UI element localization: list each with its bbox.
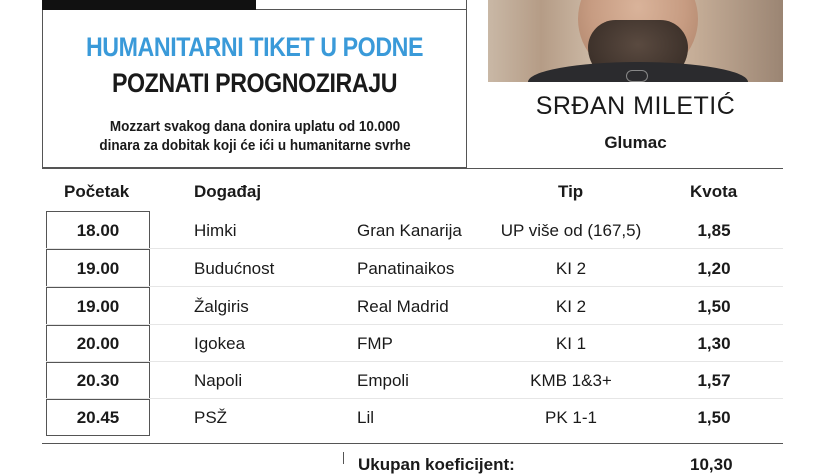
row-odds: 1,30 xyxy=(697,334,731,353)
page-title: HUMANITARNI TIKET U PODNE xyxy=(85,32,424,62)
row-odds: 1,20 xyxy=(697,259,731,278)
row-divider xyxy=(46,248,783,249)
header-top-line xyxy=(256,9,467,10)
column-header-event: Događaj xyxy=(194,182,262,201)
row-home-team: Igokea xyxy=(194,334,246,353)
table-row xyxy=(46,399,783,436)
table-row xyxy=(46,362,783,399)
person-name: SRĐAN MILETIĆ xyxy=(535,92,736,120)
row-away-team: Lil xyxy=(357,408,375,427)
row-away-team: FMP xyxy=(357,334,393,353)
row-home-team: PSŽ xyxy=(194,408,228,427)
time-row-divider xyxy=(46,287,150,288)
header-black-strip xyxy=(42,0,256,10)
table-row xyxy=(46,325,783,362)
row-tip: KMB 1&3+ xyxy=(530,371,612,390)
time-row-divider xyxy=(46,325,150,326)
time-row-divider xyxy=(46,249,150,250)
row-odds: 1,50 xyxy=(697,297,731,316)
table-top-divider xyxy=(42,168,783,169)
row-tip: UP više od (167,5) xyxy=(500,221,642,240)
row-odds: 1,57 xyxy=(697,371,731,390)
row-home-team: Žalgiris xyxy=(194,297,249,316)
row-time: 20.30 xyxy=(76,371,120,390)
table-row xyxy=(46,212,783,249)
row-tip: KI 1 xyxy=(555,334,587,353)
total-odds-label: Ukupan koeficijent: xyxy=(358,455,515,474)
person-photo xyxy=(488,0,783,82)
row-away-team: Panatinaikos xyxy=(357,259,455,278)
table-bottom-divider xyxy=(42,443,783,444)
row-time: 19.00 xyxy=(76,297,120,316)
row-odds: 1,50 xyxy=(697,408,731,427)
row-time: 18.00 xyxy=(76,221,120,240)
person-role: Glumac xyxy=(604,133,667,152)
photo-microphone xyxy=(626,70,648,82)
time-row-divider xyxy=(46,362,150,363)
row-divider xyxy=(46,286,783,287)
row-home-team: Himki xyxy=(194,221,237,240)
row-away-team: Gran Kanarija xyxy=(357,221,462,240)
row-odds: 1,85 xyxy=(697,221,731,240)
time-row-divider xyxy=(46,399,150,400)
description-line-2: dinara za dobitak koji će ići u humanitarne svrhe xyxy=(99,137,411,154)
row-home-team: Budućnost xyxy=(194,259,275,278)
row-tip: KI 2 xyxy=(555,259,587,278)
row-home-team: Napoli xyxy=(194,371,243,390)
page-subtitle: POZNATI PROGNOZIRAJU xyxy=(111,68,398,98)
row-time: 20.45 xyxy=(76,408,120,427)
table-row xyxy=(46,288,783,325)
header-description xyxy=(80,117,431,155)
column-header-tip: Tip xyxy=(558,182,584,201)
row-tip: KI 2 xyxy=(555,297,587,316)
table-row xyxy=(46,250,783,287)
row-time: 20.00 xyxy=(76,334,120,353)
row-time: 19.00 xyxy=(76,259,120,278)
total-odds-value: 10,30 xyxy=(690,455,733,474)
column-header-odds: Kvota xyxy=(690,182,738,201)
column-header-start: Početak xyxy=(64,182,130,201)
description-line-1: Mozzart svakog dana donira uplatu od 10.000 xyxy=(109,118,401,135)
row-tip: PK 1-1 xyxy=(545,408,597,427)
footer-divider xyxy=(343,452,344,464)
row-away-team: Real Madrid xyxy=(357,297,449,316)
row-away-team: Empoli xyxy=(357,371,409,390)
